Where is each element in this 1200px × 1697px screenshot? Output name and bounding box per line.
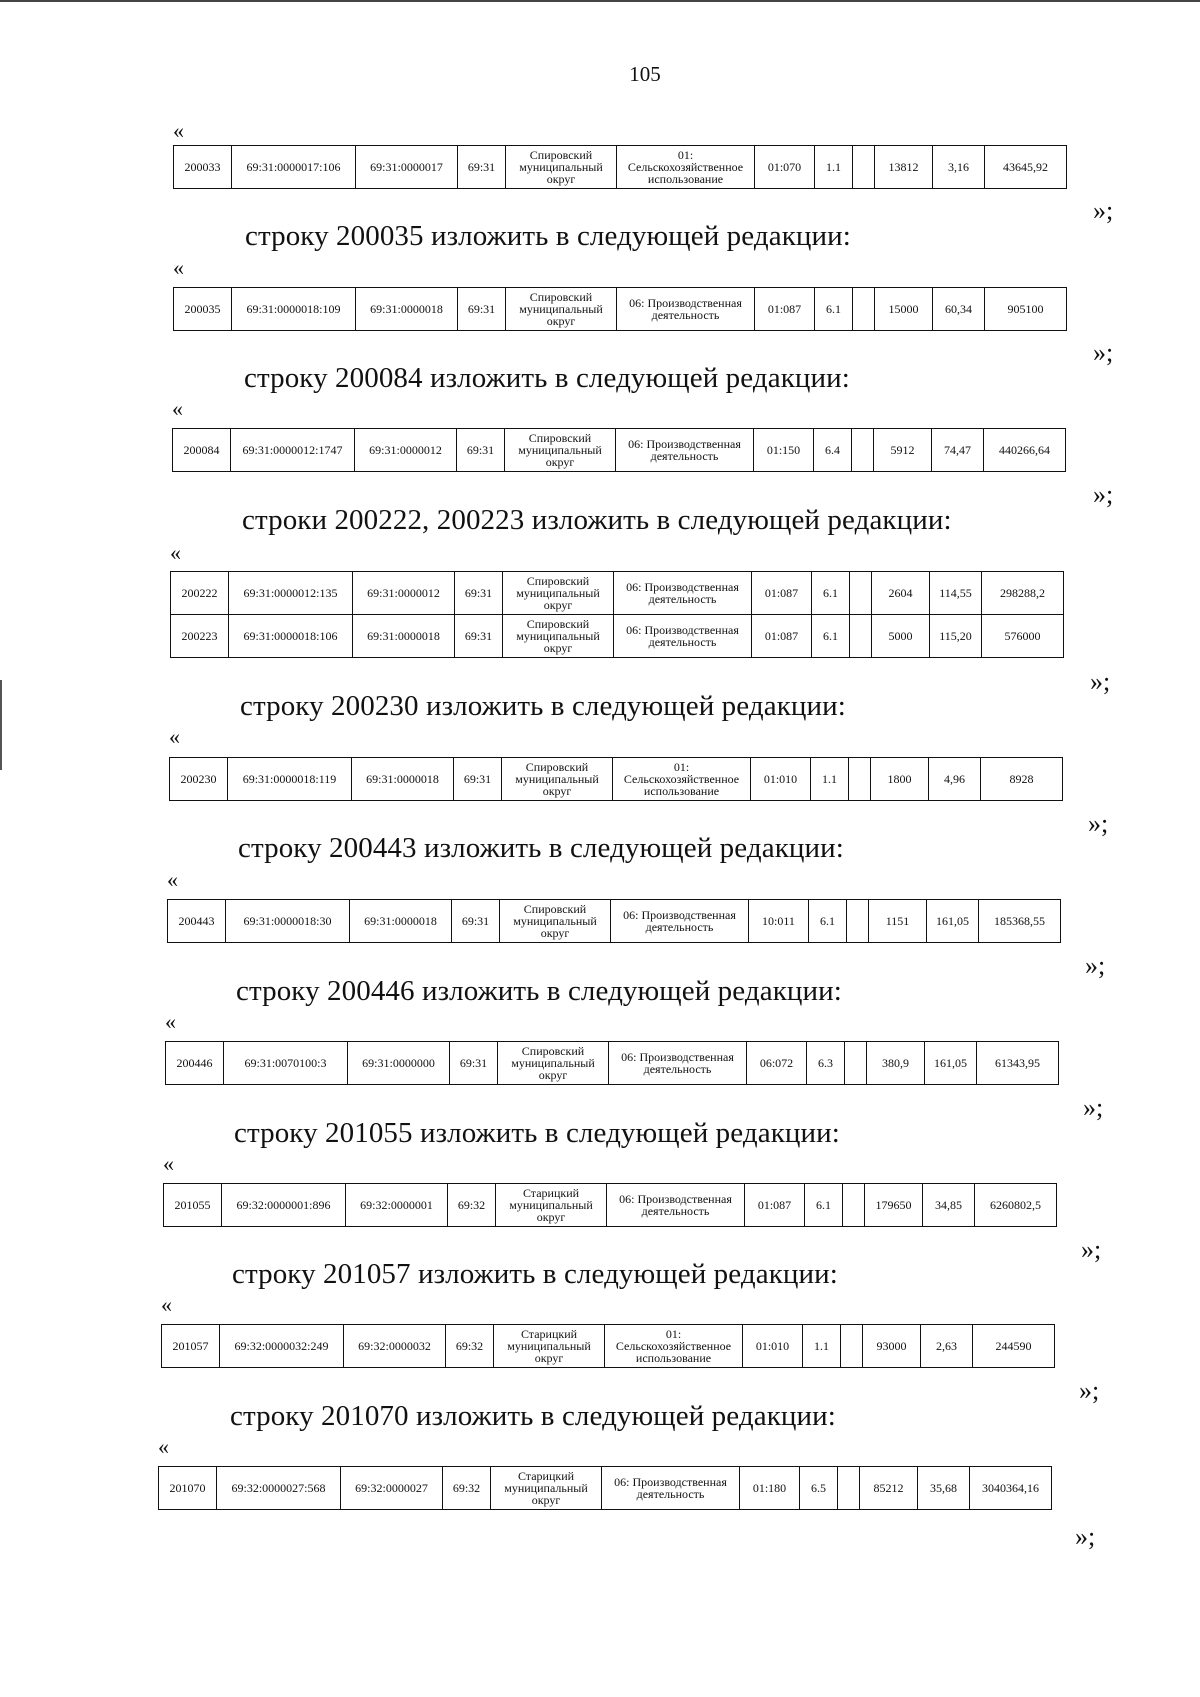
- district-name-cell: [506, 146, 617, 189]
- cadastral-number-cell: 69:32:0000032:249: [220, 1325, 344, 1368]
- row-id-cell: 200230: [170, 758, 228, 801]
- district-name-line: округ: [540, 926, 570, 940]
- land-use-line: деятельность: [648, 592, 717, 606]
- specific-value-cell: 74,47: [932, 429, 984, 472]
- land-use-line: использование: [647, 172, 724, 186]
- vri-code-cell: 10:011: [749, 900, 809, 943]
- district-code-cell: 69:31: [455, 615, 503, 658]
- district-code-cell: 69:31: [452, 900, 500, 943]
- district-name-line: округ: [545, 455, 575, 469]
- table-row: [159, 1467, 1052, 1510]
- area-cell: 179650: [865, 1184, 923, 1227]
- area-cell: 1151: [869, 900, 927, 943]
- area-cell: 2604: [872, 572, 930, 615]
- land-use-cell: [613, 758, 751, 801]
- land-use-line: Сельскохозяйственное: [627, 160, 744, 174]
- group-cell: 1.1: [803, 1325, 841, 1368]
- specific-value-cell: 115,20: [930, 615, 982, 658]
- section-intro: строку 200035 изложить в следующей редакции:: [245, 220, 851, 252]
- row-id-cell: 200035: [174, 288, 232, 331]
- land-use-cell: [607, 1184, 745, 1227]
- district-name-line: округ: [546, 172, 576, 186]
- group-cell: 6.1: [809, 900, 847, 943]
- group-cell: 1.1: [815, 146, 853, 189]
- land-use-line: 06: Производственная: [629, 296, 742, 310]
- opening-quote: «: [170, 540, 181, 565]
- district-name-line: муниципальный: [516, 586, 600, 600]
- district-name-line: Спировский: [529, 290, 593, 304]
- group-cell: 6.1: [812, 615, 850, 658]
- vri-code-cell: 01:087: [755, 288, 815, 331]
- section-intro: строку 200084 изложить в следующей редакции:: [244, 362, 850, 394]
- cadastral-quarter-cell: 69:31:0000012: [355, 429, 457, 472]
- cadastral-number-cell: 69:32:0000027:568: [217, 1467, 341, 1510]
- land-use-line: деятельность: [636, 1487, 705, 1501]
- closing-quote: »;: [1085, 951, 1106, 980]
- district-name-line: округ: [536, 1210, 566, 1224]
- empty-cell: [849, 758, 871, 801]
- opening-quote: «: [161, 1292, 172, 1317]
- scan-margin-mark: [0, 680, 2, 770]
- row-id-cell: 200084: [173, 429, 231, 472]
- section-intro: строку 200443 изложить в следующей редакции:: [238, 832, 844, 864]
- land-use-cell: [617, 146, 755, 189]
- cadastral-value-cell: 905100: [985, 288, 1067, 331]
- group-cell: 1.1: [811, 758, 849, 801]
- district-name-line: муниципальный: [518, 443, 602, 457]
- register-table: [173, 145, 1067, 189]
- group-cell: 6.3: [807, 1042, 845, 1085]
- specific-value-cell: 4,96: [929, 758, 981, 801]
- district-name-line: муниципальный: [504, 1481, 588, 1495]
- cadastral-number-cell: 69:31:0000018:119: [228, 758, 352, 801]
- section-intro: строку 201057 изложить в следующей редакции:: [232, 1258, 838, 1290]
- closing-quote: »;: [1079, 1376, 1100, 1405]
- cadastral-number-cell: 69:31:0000018:30: [226, 900, 350, 943]
- cadastral-number-cell: 69:32:0000001:896: [222, 1184, 346, 1227]
- opening-quote: «: [173, 255, 184, 280]
- opening-quote: «: [158, 1434, 169, 1459]
- opening-quote: «: [167, 867, 178, 892]
- land-use-cell: [614, 572, 752, 615]
- group-cell: 6.5: [800, 1467, 838, 1510]
- district-name-cell: [506, 288, 617, 331]
- section-intro: строки 200222, 200223 изложить в следующей редакции:: [242, 504, 952, 536]
- land-use-line: 06: Производственная: [614, 1475, 727, 1489]
- cadastral-quarter-cell: 69:31:0000000: [348, 1042, 450, 1085]
- closing-quote: »;: [1081, 1235, 1102, 1264]
- row-id-cell: 201070: [159, 1467, 217, 1510]
- closing-quote: »;: [1083, 1093, 1104, 1122]
- closing-quote: »;: [1075, 1522, 1096, 1551]
- row-id-cell: 201055: [164, 1184, 222, 1227]
- register-table: [158, 1466, 1052, 1510]
- district-code-cell: 69:32: [446, 1325, 494, 1368]
- land-use-line: деятельность: [648, 635, 717, 649]
- row-id-cell: 200223: [171, 615, 229, 658]
- cadastral-quarter-cell: 69:31:0000018: [356, 288, 458, 331]
- section-intro: строку 200446 изложить в следующей редакции:: [236, 975, 842, 1007]
- vri-code-cell: 01:180: [740, 1467, 800, 1510]
- district-name-line: Спировский: [529, 148, 593, 162]
- cadastral-number-cell: 69:31:0070100:3: [224, 1042, 348, 1085]
- register-table: [173, 287, 1067, 331]
- row-id-cell: 200446: [166, 1042, 224, 1085]
- area-cell: 1800: [871, 758, 929, 801]
- group-cell: 6.1: [815, 288, 853, 331]
- district-name-line: Спировский: [528, 431, 592, 445]
- district-name-cell: [505, 429, 616, 472]
- district-name-line: муниципальный: [509, 1198, 593, 1212]
- district-name-cell: [503, 572, 614, 615]
- vri-code-cell: 01:087: [745, 1184, 805, 1227]
- closing-quote: »;: [1088, 809, 1109, 838]
- district-name-line: Спировский: [521, 1044, 585, 1058]
- cadastral-value-cell: 8928: [981, 758, 1063, 801]
- empty-cell: [850, 572, 872, 615]
- empty-cell: [852, 429, 874, 472]
- vri-code-cell: 01:070: [755, 146, 815, 189]
- district-name-line: округ: [531, 1493, 561, 1507]
- district-name-line: округ: [546, 314, 576, 328]
- section-intro: строку 200230 изложить в следующей редакции:: [240, 690, 846, 722]
- district-name-line: округ: [534, 1351, 564, 1365]
- cadastral-number-cell: 69:31:0000012:135: [229, 572, 353, 615]
- district-name-line: округ: [543, 641, 573, 655]
- land-use-line: деятельность: [645, 920, 714, 934]
- table-row: [174, 288, 1067, 331]
- closing-quote: »;: [1093, 338, 1114, 367]
- register-table: [170, 571, 1064, 658]
- cadastral-value-cell: 3040364,16: [970, 1467, 1052, 1510]
- district-name-line: муниципальный: [513, 914, 597, 928]
- empty-cell: [847, 900, 869, 943]
- table-row: [164, 1184, 1057, 1227]
- district-name-cell: [503, 615, 614, 658]
- land-use-cell: [602, 1467, 740, 1510]
- empty-cell: [853, 288, 875, 331]
- district-code-cell: 69:31: [454, 758, 502, 801]
- table-row: [166, 1042, 1059, 1085]
- empty-cell: [845, 1042, 867, 1085]
- register-table: [161, 1324, 1055, 1368]
- district-name-line: муниципальный: [516, 629, 600, 643]
- district-name-line: округ: [543, 598, 573, 612]
- cadastral-quarter-cell: 69:32:0000001: [346, 1184, 448, 1227]
- cadastral-value-cell: 185368,55: [979, 900, 1061, 943]
- land-use-line: 01:: [677, 148, 694, 162]
- district-code-cell: 69:31: [458, 146, 506, 189]
- district-name-line: Спировский: [525, 760, 589, 774]
- land-use-line: 01:: [665, 1327, 682, 1341]
- cadastral-value-cell: 43645,92: [985, 146, 1067, 189]
- land-use-line: деятельность: [650, 449, 719, 463]
- cadastral-value-cell: 244590: [973, 1325, 1055, 1368]
- district-name-line: Спировский: [523, 902, 587, 916]
- district-name-line: муниципальный: [511, 1056, 595, 1070]
- opening-quote: «: [169, 724, 180, 749]
- cadastral-number-cell: 69:31:0000017:106: [232, 146, 356, 189]
- cadastral-number-cell: 69:31:0000018:109: [232, 288, 356, 331]
- table-row: [162, 1325, 1055, 1368]
- table-row: [171, 615, 1064, 658]
- district-name-cell: [502, 758, 613, 801]
- register-table: [172, 428, 1066, 472]
- district-code-cell: 69:32: [443, 1467, 491, 1510]
- district-name-cell: [498, 1042, 609, 1085]
- land-use-line: 06: Производственная: [626, 580, 739, 594]
- section-intro: строку 201055 изложить в следующей редакции:: [234, 1117, 840, 1149]
- vri-code-cell: 01:087: [752, 615, 812, 658]
- district-code-cell: 69:31: [457, 429, 505, 472]
- specific-value-cell: 34,85: [923, 1184, 975, 1227]
- table-row: [168, 900, 1061, 943]
- district-name-line: Старицкий: [520, 1327, 578, 1341]
- vri-code-cell: 01:150: [754, 429, 814, 472]
- opening-quote: «: [163, 1151, 174, 1176]
- table-row: [173, 429, 1066, 472]
- district-name-line: муниципальный: [519, 302, 603, 316]
- cadastral-number-cell: 69:31:0000012:1747: [231, 429, 355, 472]
- area-cell: 5000: [872, 615, 930, 658]
- scan-edge: [0, 0, 1200, 2]
- land-use-cell: [605, 1325, 743, 1368]
- district-name-line: Старицкий: [522, 1186, 580, 1200]
- area-cell: 13812: [875, 146, 933, 189]
- land-use-line: 06: Производственная: [619, 1192, 732, 1206]
- empty-cell: [838, 1467, 860, 1510]
- cadastral-quarter-cell: 69:31:0000018: [353, 615, 455, 658]
- district-name-line: Спировский: [526, 574, 590, 588]
- land-use-cell: [609, 1042, 747, 1085]
- land-use-cell: [611, 900, 749, 943]
- district-name-line: Спировский: [526, 617, 590, 631]
- district-name-cell: [491, 1467, 602, 1510]
- area-cell: 380,9: [867, 1042, 925, 1085]
- district-name-cell: [500, 900, 611, 943]
- empty-cell: [843, 1184, 865, 1227]
- group-cell: 6.4: [814, 429, 852, 472]
- cadastral-quarter-cell: 69:31:0000018: [352, 758, 454, 801]
- row-id-cell: 200222: [171, 572, 229, 615]
- specific-value-cell: 3,16: [933, 146, 985, 189]
- opening-quote: «: [172, 396, 183, 421]
- register-table: [165, 1041, 1059, 1085]
- area-cell: 85212: [860, 1467, 918, 1510]
- closing-quote: »;: [1090, 667, 1111, 696]
- land-use-line: использование: [643, 784, 720, 798]
- land-use-line: деятельность: [643, 1062, 712, 1076]
- district-code-cell: 69:32: [448, 1184, 496, 1227]
- land-use-line: 06: Производственная: [623, 908, 736, 922]
- section-intro: строку 201070 изложить в следующей редакции:: [230, 1400, 836, 1432]
- specific-value-cell: 114,55: [930, 572, 982, 615]
- specific-value-cell: 161,05: [925, 1042, 977, 1085]
- group-cell: 6.1: [805, 1184, 843, 1227]
- district-name-line: муниципальный: [515, 772, 599, 786]
- area-cell: 93000: [863, 1325, 921, 1368]
- vri-code-cell: 01:010: [743, 1325, 803, 1368]
- specific-value-cell: 60,34: [933, 288, 985, 331]
- empty-cell: [853, 146, 875, 189]
- cadastral-value-cell: 6260802,5: [975, 1184, 1057, 1227]
- district-name-line: муниципальный: [507, 1339, 591, 1353]
- district-code-cell: 69:31: [458, 288, 506, 331]
- land-use-cell: [616, 429, 754, 472]
- land-use-cell: [617, 288, 755, 331]
- cadastral-quarter-cell: 69:32:0000027: [341, 1467, 443, 1510]
- land-use-line: 06: Производственная: [621, 1050, 734, 1064]
- district-name-line: муниципальный: [519, 160, 603, 174]
- cadastral-quarter-cell: 69:31:0000017: [356, 146, 458, 189]
- empty-cell: [841, 1325, 863, 1368]
- cadastral-quarter-cell: 69:31:0000018: [350, 900, 452, 943]
- land-use-line: 06: Производственная: [626, 623, 739, 637]
- land-use-line: деятельность: [651, 308, 720, 322]
- row-id-cell: 200033: [174, 146, 232, 189]
- area-cell: 15000: [875, 288, 933, 331]
- specific-value-cell: 161,05: [927, 900, 979, 943]
- cadastral-value-cell: 440266,64: [984, 429, 1066, 472]
- register-table: [163, 1183, 1057, 1227]
- land-use-line: 06: Производственная: [628, 437, 741, 451]
- cadastral-value-cell: 298288,2: [982, 572, 1064, 615]
- cadastral-value-cell: 61343,95: [977, 1042, 1059, 1085]
- cadastral-quarter-cell: 69:31:0000012: [353, 572, 455, 615]
- opening-quote: «: [173, 118, 184, 143]
- table-row: [171, 572, 1064, 615]
- area-cell: 5912: [874, 429, 932, 472]
- district-name-line: округ: [538, 1068, 568, 1082]
- specific-value-cell: 2,63: [921, 1325, 973, 1368]
- group-cell: 6.1: [812, 572, 850, 615]
- opening-quote: «: [165, 1009, 176, 1034]
- cadastral-quarter-cell: 69:32:0000032: [344, 1325, 446, 1368]
- district-name-cell: [494, 1325, 605, 1368]
- specific-value-cell: 35,68: [918, 1467, 970, 1510]
- district-code-cell: 69:31: [450, 1042, 498, 1085]
- land-use-cell: [614, 615, 752, 658]
- closing-quote: »;: [1093, 480, 1114, 509]
- row-id-cell: 201057: [162, 1325, 220, 1368]
- district-name-line: округ: [542, 784, 572, 798]
- district-name-cell: [496, 1184, 607, 1227]
- cadastral-value-cell: 576000: [982, 615, 1064, 658]
- land-use-line: Сельскохозяйственное: [615, 1339, 732, 1353]
- page-number: 105: [629, 62, 661, 86]
- table-row: [174, 146, 1067, 189]
- cadastral-number-cell: 69:31:0000018:106: [229, 615, 353, 658]
- vri-code-cell: 01:087: [752, 572, 812, 615]
- vri-code-cell: 06:072: [747, 1042, 807, 1085]
- land-use-line: Сельскохозяйственное: [623, 772, 740, 786]
- register-table: [169, 757, 1063, 801]
- row-id-cell: 200443: [168, 900, 226, 943]
- register-table: [167, 899, 1061, 943]
- empty-cell: [850, 615, 872, 658]
- land-use-line: 01:: [673, 760, 690, 774]
- table-row: [170, 758, 1063, 801]
- land-use-line: деятельность: [641, 1204, 710, 1218]
- land-use-line: использование: [635, 1351, 712, 1365]
- district-name-line: Старицкий: [517, 1469, 575, 1483]
- district-code-cell: 69:31: [455, 572, 503, 615]
- closing-quote: »;: [1093, 196, 1114, 225]
- vri-code-cell: 01:010: [751, 758, 811, 801]
